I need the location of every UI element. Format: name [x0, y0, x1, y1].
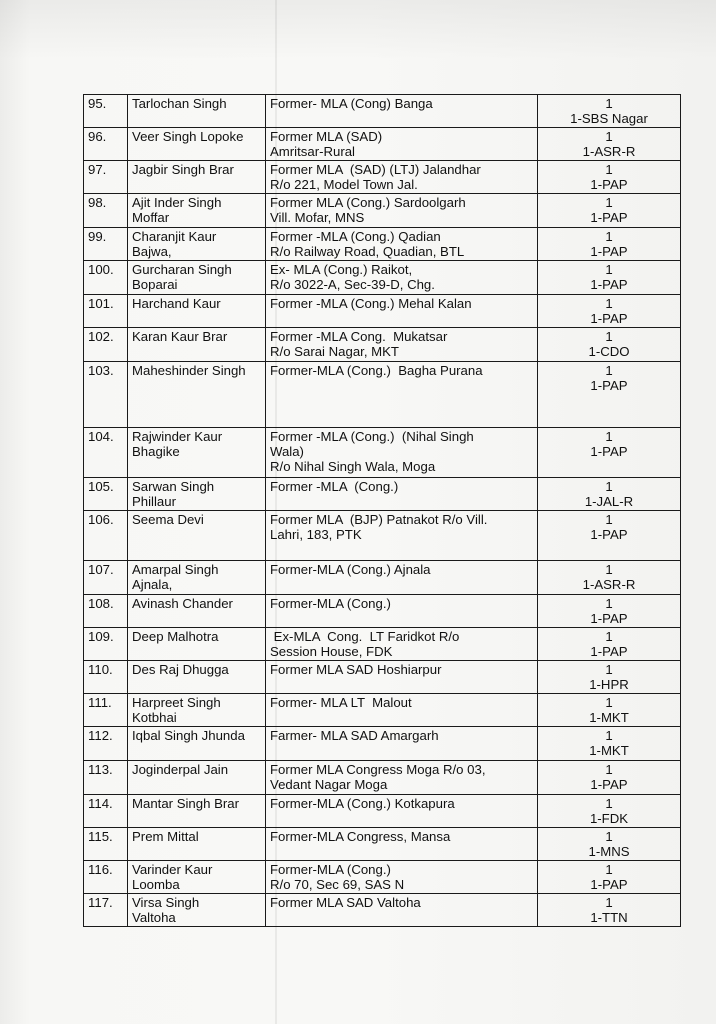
- designation-line: Wala): [270, 444, 304, 459]
- person-name: [128, 261, 266, 295]
- table-row: [84, 727, 681, 761]
- designation-line: Former- MLA (Cong) Banga: [270, 96, 433, 111]
- person-name: [128, 95, 266, 128]
- person-name-line: Bajwa,: [132, 244, 172, 259]
- designation-line: Former-MLA (Cong.): [270, 596, 391, 611]
- unit-code: 1-PAP: [590, 611, 628, 626]
- table-row: [84, 128, 681, 161]
- serial-number: 114.: [84, 795, 128, 828]
- person-name-line: Amarpal Singh: [132, 562, 219, 577]
- guard-count: 1: [605, 129, 613, 144]
- person-name: [128, 511, 266, 561]
- table-row: [84, 628, 681, 661]
- person-name: [128, 228, 266, 261]
- guard-count: 1: [605, 329, 613, 344]
- designation-address: [266, 228, 538, 261]
- unit-code: 1-MKT: [589, 710, 629, 725]
- designation-line: Former-MLA (Cong.) Kotkapura: [270, 796, 455, 811]
- security-allocation: [538, 795, 681, 828]
- person-name-line: Charanjit Kaur: [132, 229, 217, 244]
- designation-line: Former-MLA (Cong.) Ajnala: [270, 562, 431, 577]
- person-name-line: Sarwan Singh: [132, 479, 215, 494]
- designation-line: Session House, FDK: [270, 644, 393, 659]
- serial-number: 106.: [84, 511, 128, 561]
- security-allocation: [538, 727, 681, 761]
- unit-code: 1-MNS: [588, 844, 630, 859]
- guard-count: 1: [605, 479, 613, 494]
- table-row: [84, 95, 681, 128]
- designation-line: R/o Nihal Singh Wala, Moga: [270, 459, 436, 474]
- designation-line: Former MLA SAD Hoshiarpur: [270, 662, 442, 677]
- person-name-line: Valtoha: [132, 910, 176, 925]
- security-allocation-table: [83, 94, 681, 927]
- serial-number: 112.: [84, 727, 128, 761]
- person-name: [128, 894, 266, 927]
- unit-code: 1-HPR: [589, 677, 629, 692]
- security-allocation: [538, 828, 681, 861]
- table-row: [84, 761, 681, 795]
- designation-line: R/o Sarai Nagar, MKT: [270, 344, 399, 359]
- security-allocation: [538, 261, 681, 295]
- person-name-line: Varinder Kaur: [132, 862, 213, 877]
- guard-count: 1: [605, 862, 613, 877]
- person-name-line: Moffar: [132, 210, 170, 225]
- designation-line: Former MLA SAD Valtoha: [270, 895, 421, 910]
- designation-address: [266, 595, 538, 628]
- person-name-line: Bhagike: [132, 444, 180, 459]
- designation-line: Ex-MLA Cong. LT Faridkot R/o: [270, 629, 460, 644]
- table-row: [84, 694, 681, 727]
- person-name-line: Gurcharan Singh: [132, 262, 232, 277]
- person-name: [128, 694, 266, 727]
- person-name: [128, 628, 266, 661]
- unit-code: 1-PAP: [590, 777, 628, 792]
- person-name: [128, 795, 266, 828]
- table-row: [84, 861, 681, 894]
- serial-number: 99.: [84, 228, 128, 261]
- guard-count: 1: [605, 796, 613, 811]
- person-name-line: Ajit Inder Singh: [132, 195, 222, 210]
- serial-number: 105.: [84, 478, 128, 511]
- table-row: [84, 894, 681, 927]
- unit-code: 1-PAP: [590, 527, 628, 542]
- serial-number: 101.: [84, 295, 128, 328]
- table-row: [84, 161, 681, 194]
- security-allocation: [538, 295, 681, 328]
- person-name-line: Iqbal Singh Jhunda: [132, 728, 245, 743]
- guard-count: 1: [605, 662, 613, 677]
- designation-line: Former-MLA Congress, Mansa: [270, 829, 451, 844]
- table-row: [84, 661, 681, 694]
- person-name-line: Prem Mittal: [132, 829, 199, 844]
- designation-address: [266, 362, 538, 428]
- designation-address: [266, 828, 538, 861]
- person-name: [128, 727, 266, 761]
- table-row: [84, 228, 681, 261]
- unit-code: 1-PAP: [590, 378, 628, 393]
- serial-number: 103.: [84, 362, 128, 428]
- unit-code: 1-PAP: [590, 177, 628, 192]
- designation-address: [266, 478, 538, 511]
- unit-code: 1-JAL-R: [584, 494, 634, 509]
- table-row: [84, 194, 681, 228]
- person-name-line: Seema Devi: [132, 512, 204, 527]
- serial-number: 116.: [84, 861, 128, 894]
- designation-line: Ex- MLA (Cong.) Raikot,: [270, 262, 413, 277]
- designation-address: [266, 95, 538, 128]
- unit-code: 1-PAP: [590, 444, 628, 459]
- designation-line: Vedant Nagar Moga: [270, 777, 388, 792]
- designation-address: [266, 661, 538, 694]
- designation-line: Former -MLA (Cong.) (Nihal Singh: [270, 429, 474, 444]
- person-name-line: Rajwinder Kaur: [132, 429, 223, 444]
- designation-address: [266, 761, 538, 795]
- designation-line: Amritsar-Rural: [270, 144, 355, 159]
- serial-number: 104.: [84, 428, 128, 478]
- table-row: [84, 478, 681, 511]
- person-name: [128, 194, 266, 228]
- serial-number: 107.: [84, 561, 128, 595]
- designation-address: [266, 128, 538, 161]
- security-allocation: [538, 128, 681, 161]
- security-allocation: [538, 328, 681, 362]
- security-allocation: [538, 761, 681, 795]
- person-name: [128, 161, 266, 194]
- designation-address: [266, 795, 538, 828]
- serial-number: 109.: [84, 628, 128, 661]
- person-name: [128, 661, 266, 694]
- designation-line: Former-MLA (Cong.): [270, 862, 391, 877]
- person-name: [128, 861, 266, 894]
- guard-count: 1: [605, 728, 613, 743]
- person-name: [128, 328, 266, 362]
- table-row: [84, 828, 681, 861]
- person-name-line: Phillaur: [132, 494, 176, 509]
- designation-address: [266, 727, 538, 761]
- person-name: [128, 595, 266, 628]
- security-allocation: [538, 861, 681, 894]
- person-name-line: Kotbhai: [132, 710, 177, 725]
- person-name: [128, 128, 266, 161]
- unit-code: 1-TTN: [590, 910, 628, 925]
- guard-count: 1: [605, 695, 613, 710]
- person-name-line: Harpreet Singh: [132, 695, 221, 710]
- person-name: [128, 295, 266, 328]
- person-name-line: Maheshinder Singh: [132, 363, 246, 378]
- guard-count: 1: [605, 596, 613, 611]
- security-allocation: [538, 161, 681, 194]
- designation-address: [266, 161, 538, 194]
- person-name-line: Loomba: [132, 877, 180, 892]
- security-allocation: [538, 561, 681, 595]
- guard-count: 1: [605, 762, 613, 777]
- person-name-line: Boparai: [132, 277, 178, 292]
- security-allocation: [538, 511, 681, 561]
- serial-number: 95.: [84, 95, 128, 128]
- designation-address: [266, 894, 538, 927]
- serial-number: 115.: [84, 828, 128, 861]
- unit-code: 1-PAP: [590, 210, 628, 225]
- person-name-line: Joginderpal Jain: [132, 762, 229, 777]
- guard-count: 1: [605, 829, 613, 844]
- designation-address: [266, 295, 538, 328]
- table-row: [84, 261, 681, 295]
- guard-count: 1: [605, 229, 613, 244]
- designation-address: [266, 628, 538, 661]
- serial-number: 108.: [84, 595, 128, 628]
- person-name: [128, 761, 266, 795]
- table-row: [84, 428, 681, 478]
- person-name-line: Tarlochan Singh: [132, 96, 227, 111]
- table-row: [84, 295, 681, 328]
- designation-line: Former -MLA Cong. Mukatsar: [270, 329, 448, 344]
- security-allocation: [538, 228, 681, 261]
- guard-count: 1: [605, 195, 613, 210]
- serial-number: 113.: [84, 761, 128, 795]
- guard-count: 1: [605, 629, 613, 644]
- unit-code: 1-MKT: [589, 743, 629, 758]
- designation-line: R/o Railway Road, Quadian, BTL: [270, 244, 465, 259]
- person-name: [128, 561, 266, 595]
- person-name: [128, 428, 266, 478]
- designation-line: Farmer- MLA SAD Amargarh: [270, 728, 439, 743]
- person-name: [128, 362, 266, 428]
- designation-line: Former-MLA (Cong.) Bagha Purana: [270, 363, 483, 378]
- guard-count: 1: [605, 895, 613, 910]
- designation-address: [266, 261, 538, 295]
- security-allocation: [538, 428, 681, 478]
- guard-count: 1: [605, 262, 613, 277]
- designation-address: [266, 561, 538, 595]
- table-row: [84, 511, 681, 561]
- guard-count: 1: [605, 512, 613, 527]
- designation-line: Former- MLA LT Malout: [270, 695, 412, 710]
- person-name-line: Veer Singh Lopoke: [132, 129, 244, 144]
- security-allocation: [538, 628, 681, 661]
- guard-count: 1: [605, 296, 613, 311]
- table-row: [84, 362, 681, 428]
- designation-line: Former MLA (SAD) (LTJ) Jalandhar: [270, 162, 481, 177]
- designation-address: [266, 194, 538, 228]
- designation-line: Former MLA (SAD): [270, 129, 383, 144]
- designation-line: Former -MLA (Cong.): [270, 479, 399, 494]
- unit-code: 1-ASR-R: [582, 577, 636, 592]
- unit-code: 1-ASR-R: [582, 144, 636, 159]
- designation-line: Former -MLA (Cong.) Mehal Kalan: [270, 296, 472, 311]
- security-allocation: [538, 894, 681, 927]
- security-allocation: [538, 694, 681, 727]
- table-body: [84, 95, 681, 927]
- designation-address: [266, 694, 538, 727]
- person-name-line: Avinash Chander: [132, 596, 233, 611]
- serial-number: 117.: [84, 894, 128, 927]
- person-name-line: Virsa Singh: [132, 895, 200, 910]
- person-name-line: Karan Kaur Brar: [132, 329, 228, 344]
- serial-number: 111.: [84, 694, 128, 727]
- security-allocation: [538, 95, 681, 128]
- unit-code: 1-PAP: [590, 644, 628, 659]
- security-allocation: [538, 478, 681, 511]
- person-name: [128, 828, 266, 861]
- guard-count: 1: [605, 562, 613, 577]
- unit-code: 1-PAP: [590, 244, 628, 259]
- security-allocation: [538, 194, 681, 228]
- serial-number: 100.: [84, 261, 128, 295]
- security-allocation: [538, 661, 681, 694]
- person-name-line: Des Raj Dhugga: [132, 662, 229, 677]
- serial-number: 97.: [84, 161, 128, 194]
- designation-line: Vill. Mofar, MNS: [270, 210, 365, 225]
- unit-code: 1-CDO: [588, 344, 630, 359]
- security-allocation: [538, 362, 681, 428]
- designation-line: R/o 3022-A, Sec-39-D, Chg.: [270, 277, 435, 292]
- serial-number: 110.: [84, 661, 128, 694]
- unit-code: 1-FDK: [589, 811, 629, 826]
- guard-count: 1: [605, 363, 613, 378]
- unit-code: 1-PAP: [590, 311, 628, 326]
- table-row: [84, 795, 681, 828]
- person-name-line: Jagbir Singh Brar: [132, 162, 234, 177]
- person-name: [128, 478, 266, 511]
- serial-number: 98.: [84, 194, 128, 228]
- unit-code: 1-SBS Nagar: [570, 111, 648, 126]
- person-name-line: Harchand Kaur: [132, 296, 221, 311]
- designation-address: [266, 511, 538, 561]
- unit-code: 1-PAP: [590, 277, 628, 292]
- designation-line: Lahri, 183, PTK: [270, 527, 362, 542]
- scan-shadow: [0, 0, 716, 60]
- designation-address: [266, 428, 538, 478]
- table-row: [84, 328, 681, 362]
- table-row: [84, 595, 681, 628]
- designation-address: [266, 861, 538, 894]
- person-name-line: Ajnala,: [132, 577, 173, 592]
- designation-line: R/o 221, Model Town Jal.: [270, 177, 418, 192]
- guard-count: 1: [605, 429, 613, 444]
- designation-line: Former MLA Congress Moga R/o 03,: [270, 762, 486, 777]
- person-name-line: Deep Malhotra: [132, 629, 219, 644]
- guard-count: 1: [605, 162, 613, 177]
- designation-address: [266, 328, 538, 362]
- designation-line: Former MLA (BJP) Patnakot R/o Vill.: [270, 512, 488, 527]
- serial-number: 102.: [84, 328, 128, 362]
- guard-count: 1: [605, 96, 613, 111]
- unit-code: 1-PAP: [590, 877, 628, 892]
- designation-line: R/o 70, Sec 69, SAS N: [270, 877, 405, 892]
- designation-line: Former MLA (Cong.) Sardoolgarh: [270, 195, 466, 210]
- person-name-line: Mantar Singh Brar: [132, 796, 240, 811]
- security-allocation: [538, 595, 681, 628]
- designation-line: Former -MLA (Cong.) Qadian: [270, 229, 441, 244]
- table-row: [84, 561, 681, 595]
- serial-number: 96.: [84, 128, 128, 161]
